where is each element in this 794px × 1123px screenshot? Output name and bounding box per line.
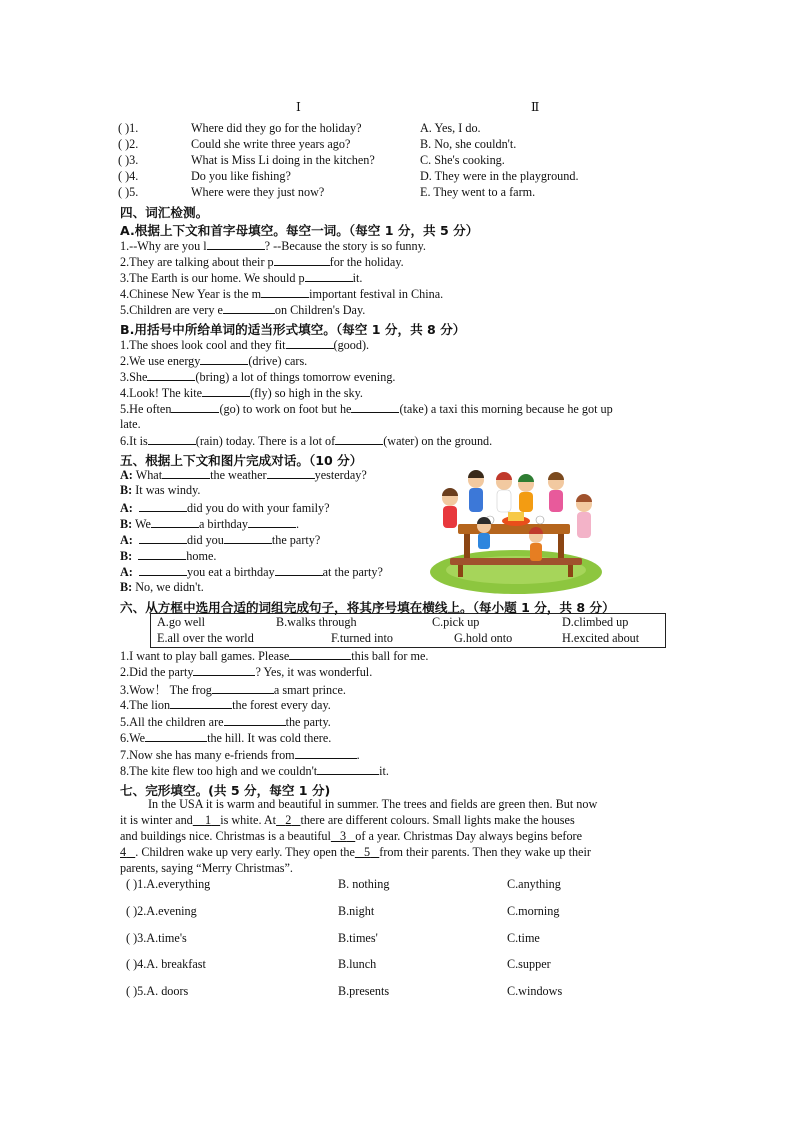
dialog-line-6 bbox=[120, 548, 216, 564]
fill-blank[interactable] bbox=[275, 564, 323, 576]
choice-a[interactable]: ( )2.A.evening bbox=[126, 904, 197, 918]
speaker-label: B: bbox=[120, 549, 133, 563]
choice-b[interactable]: B.presents bbox=[338, 984, 390, 998]
question-text: Could she write three years ago? bbox=[191, 137, 351, 151]
line-text: 6.It is bbox=[120, 434, 148, 448]
phrase-line-6 bbox=[120, 730, 331, 746]
line-text: (rain) today. There is a lot of bbox=[195, 434, 336, 448]
fill-blank[interactable] bbox=[139, 500, 187, 512]
fill-blank[interactable] bbox=[351, 401, 399, 413]
section-4a-title: A.根据上下文和首字母填空。每空一词。（每空 1 分，共 5 分） bbox=[120, 223, 479, 238]
line-text: 3.Wow！ The frog bbox=[120, 683, 212, 697]
fill-blank[interactable] bbox=[267, 467, 315, 479]
fill-blank[interactable] bbox=[145, 730, 207, 742]
question-text: Where did they go for the holiday? bbox=[191, 121, 362, 135]
answer-text: C. She's cooking. bbox=[420, 153, 505, 167]
answer-blank[interactable]: ( )2. bbox=[118, 137, 139, 151]
phrase-line-1 bbox=[120, 648, 428, 664]
vocab-line-3 bbox=[120, 270, 362, 286]
line-text: 1.I want to play ball games. Please bbox=[120, 649, 290, 663]
fill-blank[interactable] bbox=[223, 302, 275, 314]
choice-c[interactable]: C.windows bbox=[507, 984, 563, 998]
line-text: 1.The shoes look cool and they fit bbox=[120, 338, 286, 352]
choice-b[interactable]: B.times' bbox=[338, 931, 378, 945]
answer-text: D. They were in the playground. bbox=[420, 169, 579, 183]
line-text: the party? bbox=[271, 533, 321, 547]
speaker-label: B: bbox=[120, 517, 133, 531]
fill-blank[interactable] bbox=[207, 238, 265, 250]
fill-blank[interactable] bbox=[289, 648, 351, 660]
line-text: We bbox=[132, 517, 151, 531]
line-text: it. bbox=[379, 764, 389, 778]
dialog-line-3 bbox=[120, 500, 329, 516]
line-text: 5.He often bbox=[120, 402, 172, 416]
answer-blank[interactable]: ( )4. bbox=[118, 169, 139, 183]
line-text: ? --Because the story is so funny. bbox=[264, 239, 426, 253]
question-text: Where were they just now? bbox=[191, 185, 325, 199]
line-text: 1.--Why are you l bbox=[120, 239, 207, 253]
form-line-5 bbox=[120, 401, 613, 417]
answer-text: A. Yes, I do. bbox=[420, 121, 481, 135]
form-line-2 bbox=[120, 353, 307, 369]
fill-blank[interactable] bbox=[148, 433, 196, 445]
cloze-paragraph-line bbox=[120, 829, 582, 844]
line-text: and buildings nice. Christmas is a beautiful bbox=[120, 829, 331, 843]
line-text: . Children wake up very early. They open the bbox=[135, 845, 355, 859]
line-text: this ball for me. bbox=[351, 649, 429, 663]
answer-blank[interactable]: ( )3. bbox=[118, 153, 139, 167]
fill-blank[interactable] bbox=[317, 763, 379, 775]
vocab-line-5 bbox=[120, 302, 365, 318]
line-text: for the holiday. bbox=[329, 255, 404, 269]
dialog-line-1 bbox=[120, 467, 367, 483]
choice-c[interactable]: C.time bbox=[507, 931, 540, 945]
fill-blank[interactable] bbox=[193, 664, 255, 676]
line-text: 7.Now she has many e-friends from bbox=[120, 748, 295, 762]
choice-b[interactable]: B.night bbox=[338, 904, 375, 918]
cloze-blank[interactable] bbox=[193, 813, 220, 827]
dialog-line-2 bbox=[120, 483, 200, 498]
phrase-line-8 bbox=[120, 763, 389, 779]
line-text: on Children's Day. bbox=[274, 303, 366, 317]
line-text: (drive) cars. bbox=[248, 354, 308, 368]
column-header-1: Ⅰ bbox=[296, 100, 301, 114]
line-text: of a year. Christmas Day always begins before bbox=[355, 829, 583, 843]
fill-blank[interactable] bbox=[147, 369, 195, 381]
blank-number: 4 bbox=[120, 845, 127, 859]
phrase-option: G.hold onto bbox=[454, 631, 513, 645]
speaker-label: A: bbox=[120, 565, 133, 579]
question-text: Do you like fishing? bbox=[191, 169, 291, 183]
form-line-4 bbox=[120, 385, 363, 401]
choice-a[interactable]: ( )3.A.time's bbox=[126, 931, 187, 945]
choice-a[interactable]: ( )1.A.everything bbox=[126, 877, 211, 891]
fill-blank[interactable] bbox=[335, 433, 383, 445]
line-text: 3.The Earth is our home. We should p bbox=[120, 271, 305, 285]
fill-blank[interactable] bbox=[162, 467, 210, 479]
line-text: In the USA it is warm and beautiful in summer. The trees and fields are green then. But now bbox=[148, 797, 598, 811]
vocab-line-2 bbox=[120, 254, 404, 270]
choice-b[interactable]: B.lunch bbox=[338, 957, 377, 971]
form-line-5-cont: late. bbox=[120, 417, 141, 431]
fill-blank[interactable] bbox=[212, 682, 274, 694]
fill-blank[interactable] bbox=[139, 532, 187, 544]
fill-blank[interactable] bbox=[224, 714, 286, 726]
phrase-option-box bbox=[150, 613, 666, 648]
line-text: did you do with your family? bbox=[186, 501, 330, 515]
line-text: . bbox=[356, 748, 360, 762]
fill-blank[interactable] bbox=[171, 401, 219, 413]
line-text: 2.We use energy bbox=[120, 354, 201, 368]
answer-text: B. No, she couldn't. bbox=[420, 137, 517, 151]
line-text: there are different colours. Small lights make the houses bbox=[300, 813, 575, 827]
choice-b[interactable]: B. nothing bbox=[338, 877, 390, 891]
phrase-option: B.walks through bbox=[276, 615, 357, 629]
form-line-6 bbox=[120, 433, 492, 449]
line-text: (bring) a lot of things tomorrow evening. bbox=[195, 370, 396, 384]
fill-blank[interactable] bbox=[261, 286, 309, 298]
choice-c[interactable]: C.supper bbox=[507, 957, 551, 971]
fill-blank[interactable] bbox=[274, 254, 330, 266]
line-text: . bbox=[296, 517, 300, 531]
line-text: 6.We bbox=[120, 731, 146, 745]
line-text: (take) a taxi this morning because he got up bbox=[399, 402, 613, 416]
phrase-option: E.all over the world bbox=[157, 631, 254, 645]
speaker-label: B: bbox=[120, 483, 133, 497]
line-text: important festival in China. bbox=[309, 287, 444, 301]
line-text: 4.The lion bbox=[120, 698, 171, 712]
speaker-label: A: bbox=[120, 501, 133, 515]
blank-number: 2 bbox=[285, 813, 292, 827]
vocab-line-4 bbox=[120, 286, 443, 302]
phrase-option: H.excited about bbox=[562, 631, 640, 645]
fill-blank[interactable] bbox=[170, 697, 232, 709]
cloze-paragraph-line bbox=[120, 845, 591, 860]
phrase-line-2 bbox=[120, 664, 372, 680]
line-text: a smart prince. bbox=[273, 683, 346, 697]
line-text: the forest every day. bbox=[232, 698, 331, 712]
dialog-line-4 bbox=[120, 516, 299, 532]
line-text: 3.She bbox=[120, 370, 148, 384]
birthday-party-illustration bbox=[428, 466, 604, 596]
cloze-paragraph-line bbox=[120, 813, 575, 828]
line-text: 2.They are talking about their p bbox=[120, 255, 274, 269]
cloze-paragraph-line bbox=[120, 861, 293, 876]
answer-blank[interactable]: ( )1. bbox=[118, 121, 139, 135]
phrase-option: C.pick up bbox=[432, 615, 480, 629]
line-text: the party. bbox=[285, 715, 331, 729]
fill-blank[interactable] bbox=[202, 385, 250, 397]
fill-blank[interactable] bbox=[151, 516, 199, 528]
cloze-blank[interactable] bbox=[276, 813, 300, 827]
phrase-line-5 bbox=[120, 714, 331, 730]
fill-blank[interactable] bbox=[305, 270, 353, 282]
line-text: 2.Did the party bbox=[120, 665, 194, 679]
line-text: it is winter and bbox=[120, 813, 193, 827]
answer-blank[interactable]: ( )5. bbox=[118, 185, 139, 199]
fill-blank[interactable] bbox=[224, 532, 272, 544]
section-5-title: 五、根据上下文和图片完成对话。（10 分） bbox=[120, 453, 363, 468]
line-text: (fly) so high in the sky. bbox=[250, 386, 363, 400]
answer-text: E. They went to a farm. bbox=[420, 185, 536, 199]
column-header-2: Ⅱ bbox=[531, 100, 540, 114]
cloze-paragraph-line bbox=[148, 797, 597, 812]
line-text: 4.Chinese New Year is the m bbox=[120, 287, 262, 301]
line-text: did you bbox=[186, 533, 224, 547]
line-text: you eat a birthday bbox=[186, 565, 275, 579]
cloze-blank[interactable] bbox=[331, 829, 355, 843]
fill-blank[interactable] bbox=[138, 548, 186, 560]
line-text: 4.Look! The kite bbox=[120, 386, 203, 400]
section-4b-title: B.用括号中所给单词的适当形式填空。（每空 1 分，共 8 分） bbox=[120, 322, 466, 337]
choice-a[interactable]: ( )4.A. breakfast bbox=[126, 957, 206, 971]
blank-number: 1 bbox=[204, 813, 212, 827]
line-text: 8.The kite flew too high and we couldn't bbox=[120, 764, 318, 778]
fill-blank[interactable] bbox=[139, 564, 187, 576]
blank-number: 3 bbox=[340, 829, 347, 843]
fill-blank[interactable] bbox=[295, 747, 357, 759]
section-6-title: 六、从方框中选用合适的词组完成句子，将其序号填在横线上。（每小题 1 分，共 8 分） bbox=[120, 600, 615, 615]
line-text: 5.All the children are bbox=[120, 715, 224, 729]
section-7-title: 七、完形填空。(共 5 分，每空 1 分) bbox=[120, 783, 331, 798]
form-line-1 bbox=[120, 337, 369, 353]
fill-blank[interactable] bbox=[286, 337, 334, 349]
vocab-line-1 bbox=[120, 238, 426, 254]
blank-number: 5 bbox=[364, 845, 371, 859]
line-text: (water) on the ground. bbox=[383, 434, 493, 448]
phrase-line-7 bbox=[120, 747, 360, 763]
line-text: (go) to work on foot but he bbox=[219, 402, 352, 416]
line-text: ? Yes, it was wonderful. bbox=[255, 665, 373, 679]
line-text: the hill. It was cold there. bbox=[207, 731, 332, 745]
fill-blank[interactable] bbox=[200, 353, 248, 365]
dialog-line-7 bbox=[120, 564, 383, 580]
line-text: yesterday? bbox=[314, 468, 367, 482]
phrase-option: D.climbed up bbox=[562, 615, 629, 629]
fill-blank[interactable] bbox=[248, 516, 296, 528]
cloze-blank[interactable] bbox=[355, 845, 379, 859]
cloze-blank[interactable] bbox=[120, 845, 135, 859]
phrase-line-3 bbox=[120, 681, 346, 698]
question-text: What is Miss Li doing in the kitchen? bbox=[191, 153, 375, 167]
line-text: at the party? bbox=[322, 565, 383, 579]
line-text: the weather bbox=[210, 468, 267, 482]
choice-c[interactable]: C.morning bbox=[507, 904, 560, 918]
line-text: (good). bbox=[333, 338, 370, 352]
choice-a[interactable]: ( )5.A. doors bbox=[126, 984, 189, 998]
line-text: is white. At bbox=[220, 813, 277, 827]
speaker-label: B: bbox=[120, 580, 133, 594]
line-text: it. bbox=[352, 271, 363, 285]
line-text: home. bbox=[186, 549, 217, 563]
phrase-option: A.go well bbox=[157, 615, 206, 629]
line-text: from their parents. Then they wake up their bbox=[379, 845, 591, 859]
speaker-label: A: bbox=[120, 533, 133, 547]
line-text: 5.Children are very e bbox=[120, 303, 223, 317]
speaker-label: A: bbox=[120, 468, 133, 482]
line-text: a birthday bbox=[198, 517, 249, 531]
section-4-title: 四、词汇检测。 bbox=[120, 205, 209, 220]
line-text: parents, saying “Merry Christmas”. bbox=[120, 861, 293, 875]
line-text: It was windy. bbox=[132, 483, 201, 497]
phrase-option: F.turned into bbox=[331, 631, 393, 645]
line-text: No, we didn't. bbox=[132, 580, 204, 594]
dialog-line-5 bbox=[120, 532, 320, 548]
phrase-line-4 bbox=[120, 697, 331, 713]
form-line-3 bbox=[120, 369, 395, 385]
dialog-line-8 bbox=[120, 580, 204, 595]
line-text: What bbox=[132, 468, 163, 482]
choice-c[interactable]: C.anything bbox=[507, 877, 561, 891]
